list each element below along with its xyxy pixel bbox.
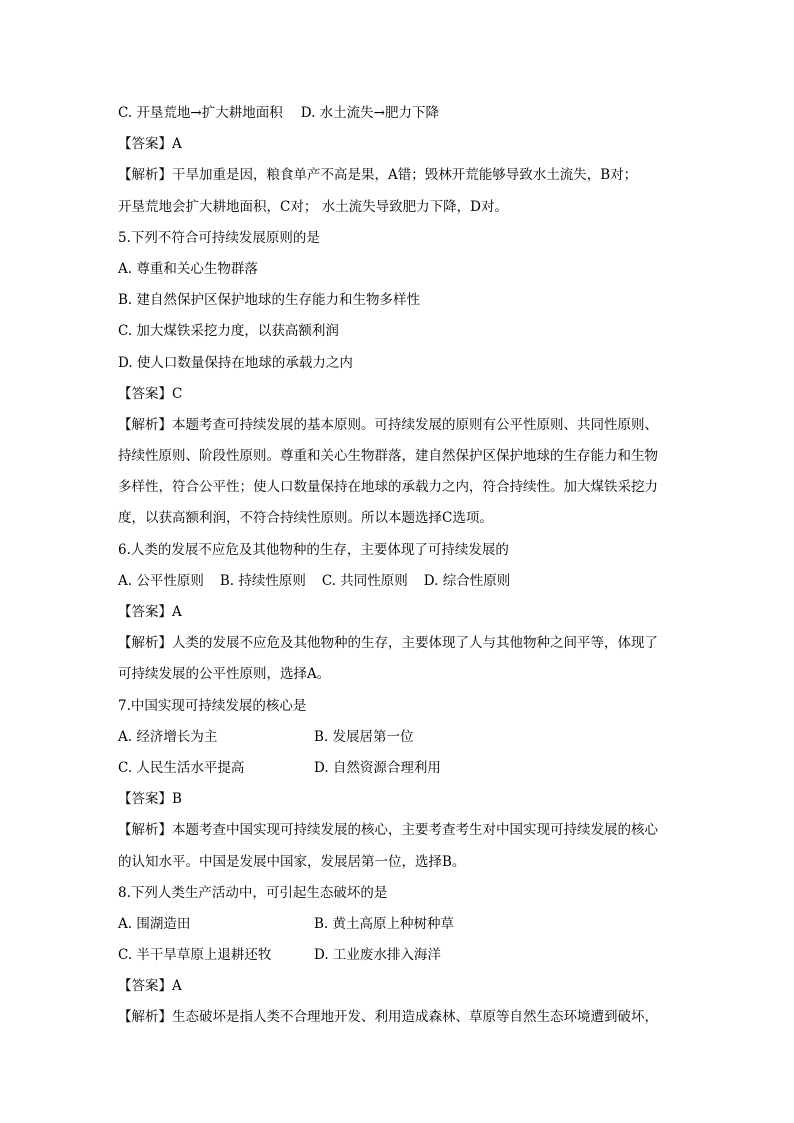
analysis-line: 开垦荒地会扩大耕地面积，C对； 水土流失导致肥力下降，D对。: [118, 198, 508, 215]
answer-line: 【答案】A: [118, 136, 182, 153]
analysis-line: 持续性原则、阶段性原则。尊重和关心生物群落，建自然保护区保护地球的生存能力和生物: [118, 448, 658, 465]
answer-line: 【答案】C: [118, 385, 183, 402]
question-5: 5.下列不符合可持续发展原则的是: [118, 229, 320, 246]
question-8: 8.下列人类生产活动中，可引起生态破坏的是: [118, 884, 388, 901]
option-d: D. 自然资源合理利用: [314, 759, 441, 776]
option-b: B. 持续性原则: [219, 572, 306, 589]
option-a: A. 尊重和关心生物群落: [118, 260, 258, 277]
option-d: D. 工业废水排入海洋: [314, 947, 441, 964]
answer-line: 【答案】A: [118, 978, 182, 995]
option-b: B. 发展居第一位: [314, 728, 414, 745]
analysis-line: 可持续发展的公平性原则，选择A。: [118, 666, 331, 683]
option-c: C. 人民生活水平提高: [118, 759, 245, 776]
option-c: C. 加大煤铁采挖力度，以获高额利润: [118, 323, 339, 340]
option-row: [118, 722, 676, 753]
analysis-line: 度，以获高额利润，不符合持续性原则。所以本题选择C选项。: [118, 510, 493, 527]
analysis-line: 【解析】人类的发展不应危及其他物种的生存，主要体现了人与其他物种之间平等，体现了: [118, 635, 658, 652]
analysis-line: 【解析】生态破坏是指人类不合理地开发、利用造成森林、草原等自然生态环境遭到破坏，: [118, 1009, 658, 1026]
option-row: [118, 909, 676, 940]
option-row: [118, 940, 676, 971]
option-d: D. 水土流失→肥力下降: [300, 105, 439, 121]
answer-line: 【答案】A: [118, 604, 182, 620]
option-line: [118, 98, 676, 129]
option-c: C. 开垦荒地→扩大耕地面积: [118, 105, 283, 121]
question-7: 7.中国实现可持续发展的核心是: [118, 697, 307, 714]
analysis-line: 多样性，符合公平性；使人口数量保持在地球的承载力之内，符合持续性。加大煤铁采挖力: [118, 479, 658, 496]
option-d: D. 使人口数量保持在地球的承载力之内: [118, 354, 353, 371]
option-a: A. 围湖造田: [118, 915, 191, 932]
question-6: 6.人类的发展不应危及其他物种的生存，主要体现了可持续发展的: [118, 541, 509, 558]
analysis-line: 【解析】本题考查可持续发展的基本原则。可持续发展的原则有公平性原则、共同性原则、: [118, 416, 658, 433]
option-c: C. 共同性原则: [321, 572, 408, 589]
option-line: [118, 566, 676, 597]
option-c: C. 半干旱草原上退耕还牧: [118, 947, 272, 964]
analysis-line: 的认知水平。中国是发展中国家，发展居第一位，选择B。: [118, 853, 466, 870]
option-b: B. 黄土高原上种树种草: [314, 915, 455, 932]
analysis-line: 【解析】干旱加重是因，粮食单产不高是果，A错；毁林开荒能够导致水土流失，B对；: [118, 167, 638, 184]
option-row: [118, 753, 676, 784]
option-a: A. 经济增长为主: [118, 728, 218, 745]
option-b: B. 建自然保护区保护地球的生存能力和生物多样性: [118, 292, 421, 309]
option-d: D. 综合性原则: [423, 572, 511, 589]
analysis-line: 【解析】本题考查中国实现可持续发展的核心，主要考查考生对中国实现可持续发展的核心: [118, 822, 658, 839]
option-a: A. 公平性原则: [118, 572, 204, 589]
answer-line: 【答案】B: [118, 791, 182, 808]
